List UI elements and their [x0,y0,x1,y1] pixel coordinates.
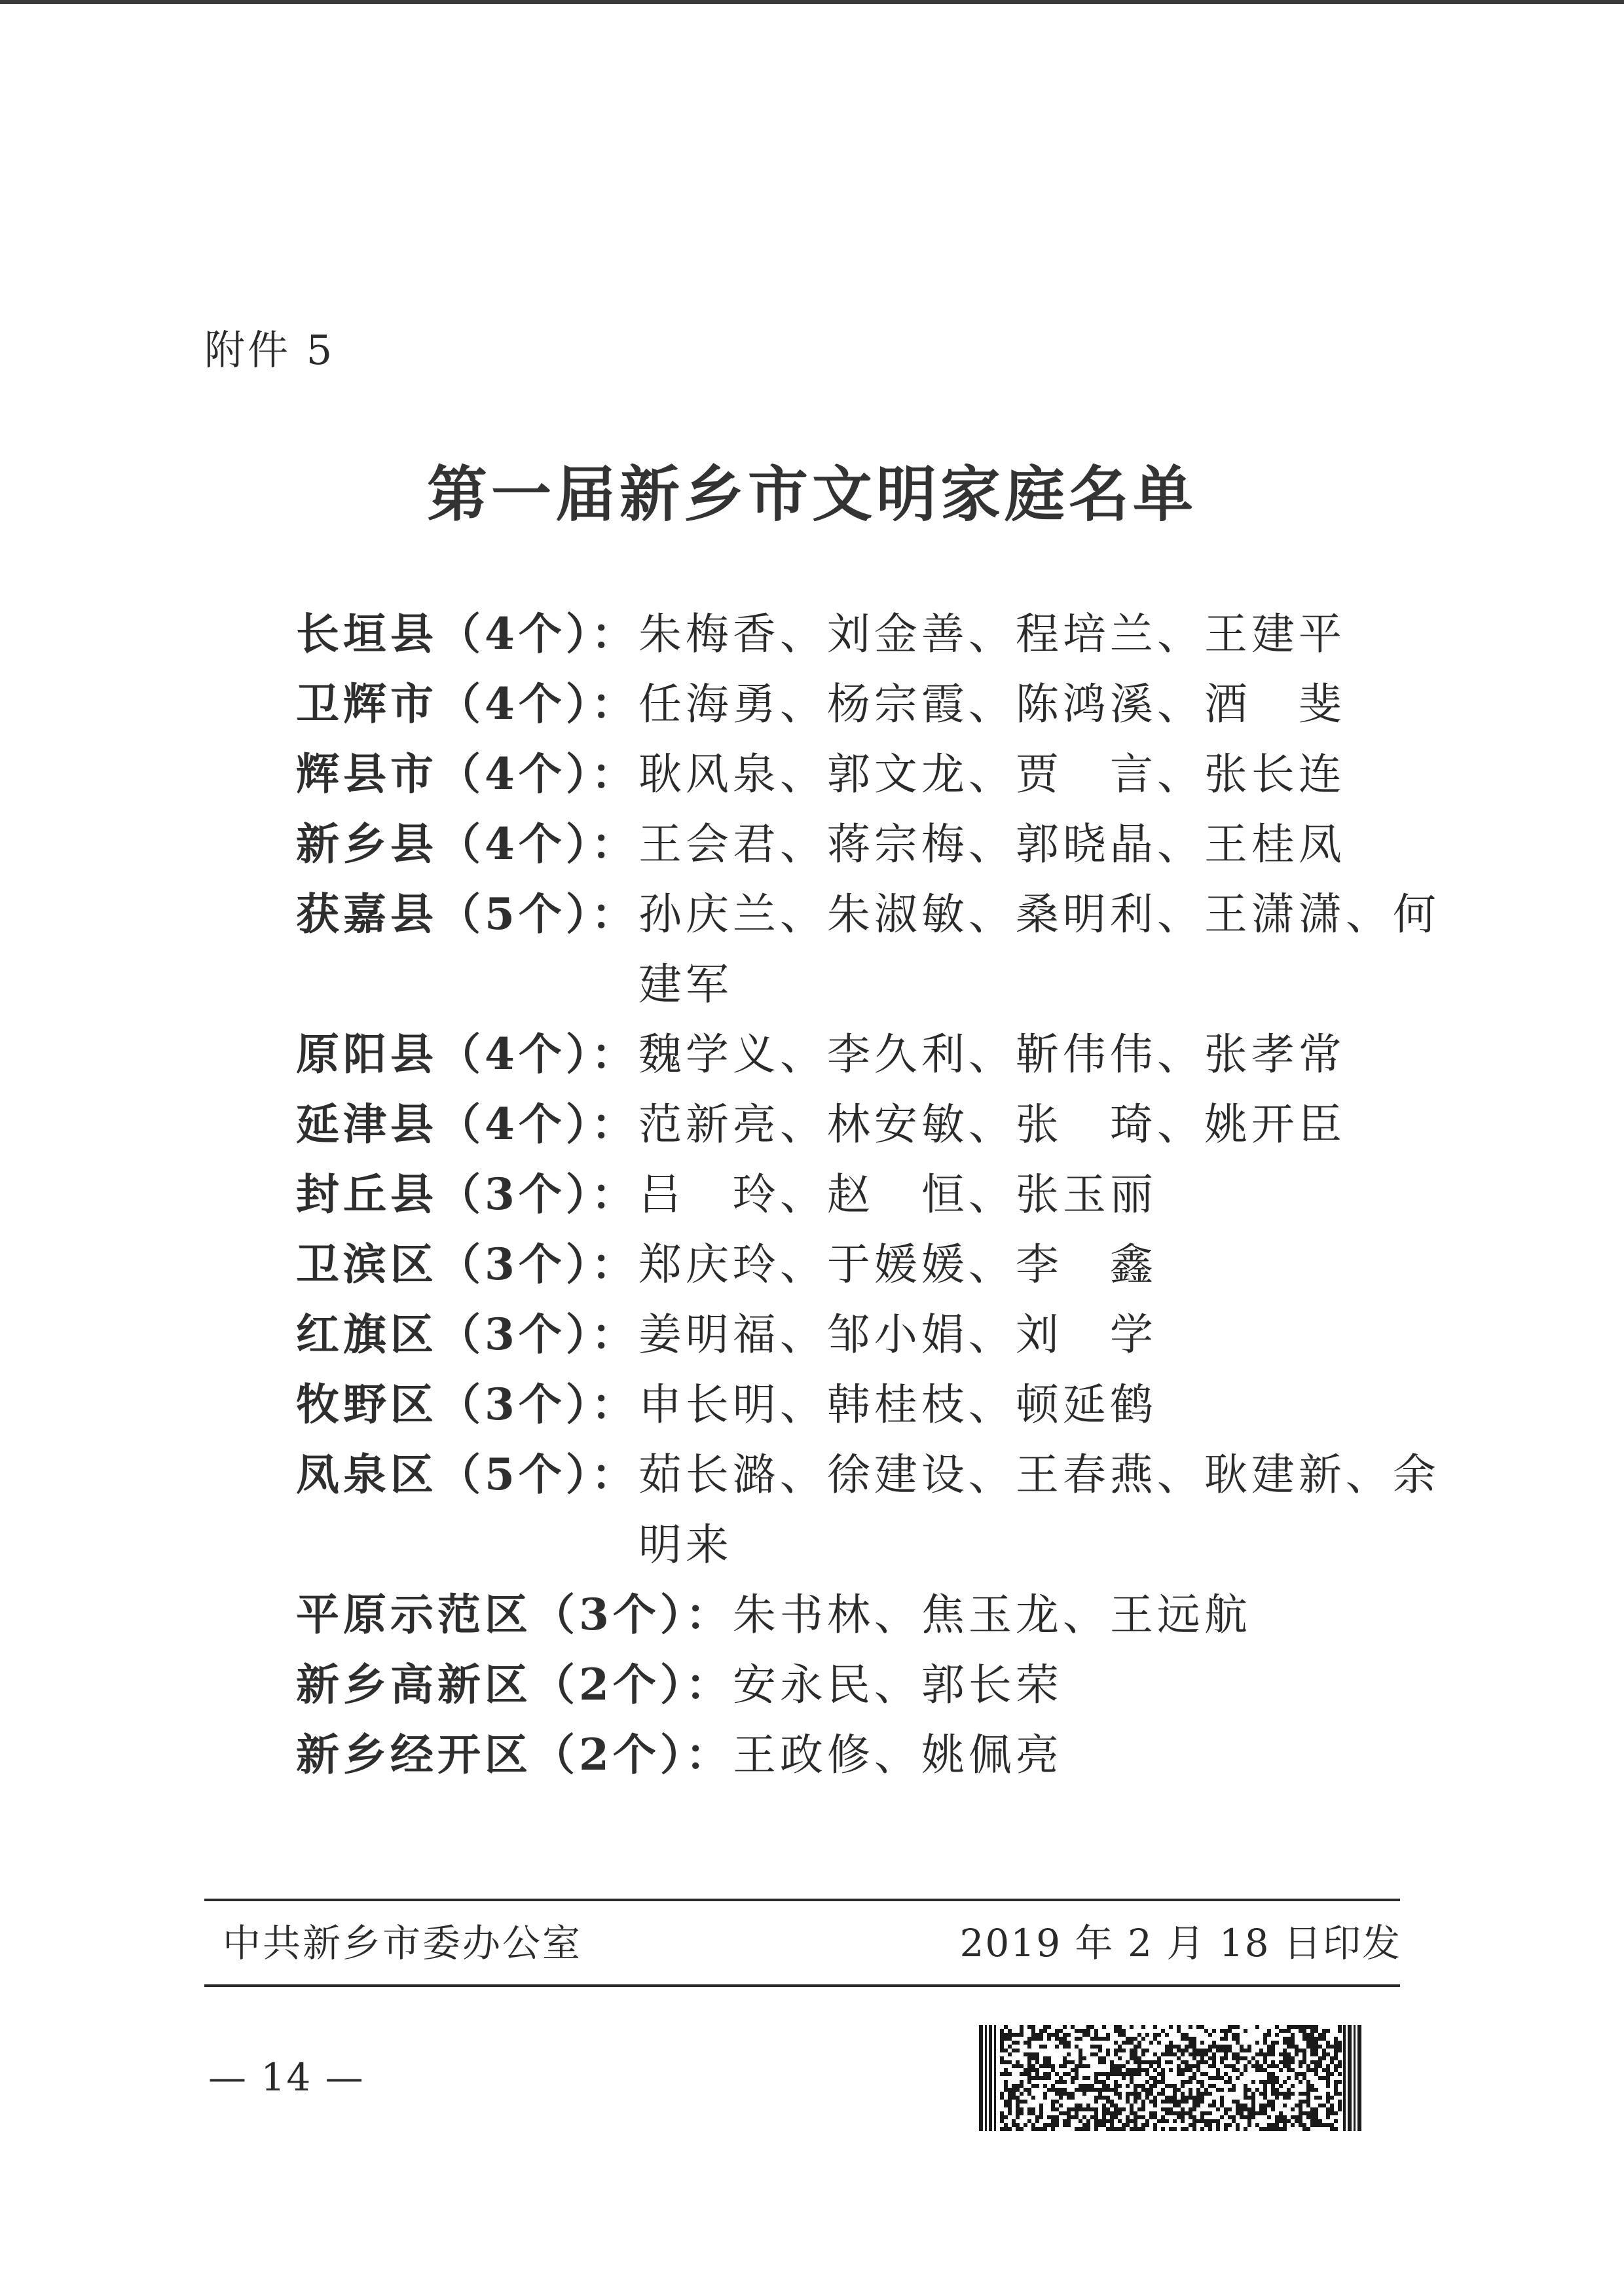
region-label: 牧野区（3个）： [296,1379,638,1430]
list-item [296,599,1442,669]
family-names: 茹长潞、徐建设、王春燕、耿建新、余明来 [638,1449,1440,1570]
list-item [296,739,1442,809]
list-item [296,1159,1442,1230]
region-label: 辉县市（4个）： [296,748,638,799]
family-names: 范新亮、林安敏、张 琦、姚开臣 [638,1099,1346,1150]
region-label: 新乡经开区（2个）： [296,1729,733,1780]
list-item [296,1440,1442,1580]
family-names: 孙庆兰、朱淑敏、桑明利、王潇潇、何建军 [638,889,1440,1010]
region-label: 新乡县（4个）： [296,818,638,869]
list-item [296,1650,1442,1720]
footer-divider-bottom [204,1984,1400,1987]
family-names: 任海勇、杨宗霞、陈鸿溪、酒 斐 [638,679,1346,729]
footer-divider-top [204,1899,1400,1901]
page-number: — 14 — [208,2055,365,2100]
list-item [296,669,1442,739]
list-item [296,1370,1442,1440]
family-names: 王会君、蒋宗梅、郭晓晶、王桂凤 [638,819,1346,869]
issue-date: 2019 年 2 月 18 日印发 [959,1921,1401,1965]
scan-edge [0,0,1624,4]
region-label: 平原示范区（3个）： [296,1589,733,1640]
list-item [296,879,1442,1019]
region-label: 延津县（4个）： [296,1099,638,1150]
family-names: 朱梅香、刘金善、程培兰、王建平 [638,609,1346,659]
barcode-icon [979,2025,1361,2131]
region-label: 获嘉县（5个）： [296,888,638,939]
list-item [296,1720,1442,1790]
family-list [296,599,1442,1790]
list-item [296,809,1442,879]
region-label: 长垣县（4个）： [296,608,638,659]
region-label: 红旗区（3个）： [296,1309,638,1360]
document-title: 第一届新乡市文明家庭名单 [426,459,1197,530]
list-item [296,1089,1442,1159]
family-names: 申长明、韩桂枝、顿延鹤 [638,1379,1157,1430]
region-label: 凤泉区（5个）： [296,1449,638,1500]
region-label: 原阳县（4个）： [296,1029,638,1080]
list-item [296,1300,1442,1370]
region-label: 卫辉市（4个）： [296,678,638,729]
issuer: 中共新乡市委办公室 [223,1921,583,1965]
family-names: 魏学义、李久利、靳伟伟、张孝常 [638,1029,1346,1080]
family-names: 王政修、姚佩亮 [732,1730,1063,1780]
family-names: 安永民、郭长荣 [732,1660,1063,1710]
attachment-label: 附件 5 [204,326,335,374]
list-item [296,1019,1442,1089]
region-label: 卫滨区（3个）： [296,1239,638,1290]
family-names: 姜明福、邹小娟、刘 学 [638,1309,1157,1360]
family-names: 吕 玲、赵 恒、张玉丽 [638,1169,1157,1220]
region-label: 新乡高新区（2个）： [296,1659,733,1710]
list-item [296,1230,1442,1300]
family-names: 朱书林、焦玉龙、王远航 [732,1590,1251,1640]
region-label: 封丘县（3个）： [296,1169,638,1220]
family-names: 郑庆玲、于媛媛、李 鑫 [638,1239,1157,1290]
family-names: 耿风泉、郭文龙、贾 言、张长连 [638,749,1346,799]
list-item [296,1580,1442,1650]
